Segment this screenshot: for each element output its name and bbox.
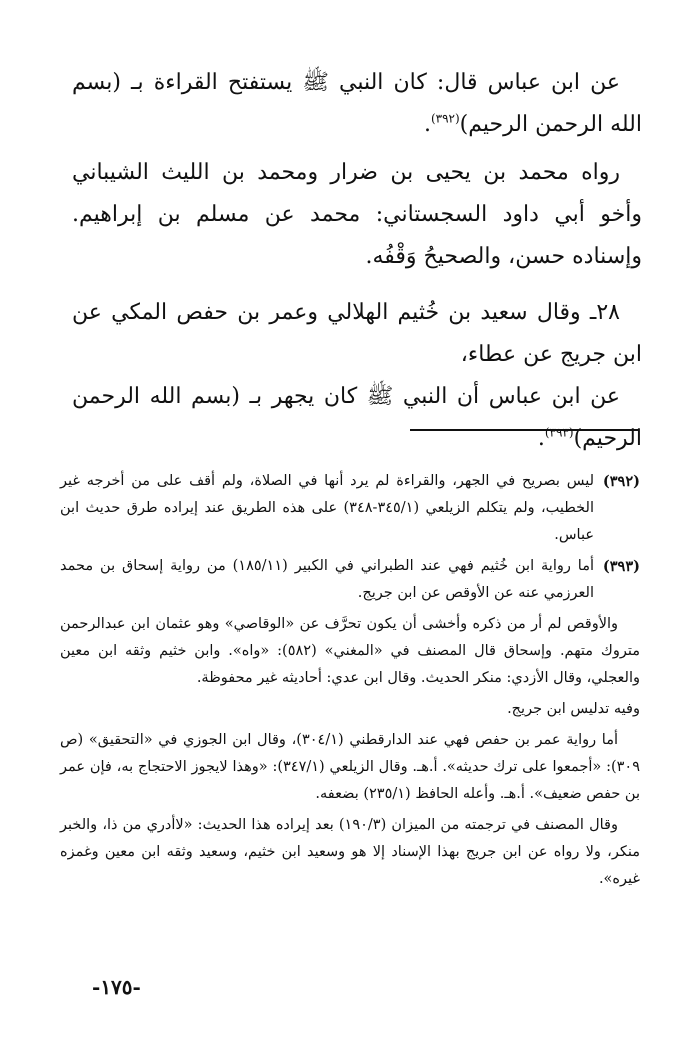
main-paragraph-3: ٢٨ـ وقال سعيد بن خُثيم الهلالي وعمر بن حفص المكي عن ابن جريج عن عطاء، [72,300,642,367]
main-paragraph-4-end: . [537,426,545,451]
footnote-393-paragraph-5: وقال المصنف في ترجمته من الميزان (١٩٠/٣) بعد إيراده هذا الحديث: «لاأدري من ذا، والخبر منكر، ولا رواه عن ابن جريج بهذا الإسناد إلا هو وسعيد ابن خثيم، وسعيد وثقه ابن معين وغمزه غيره». [60,817,640,887]
footnote-393 [60,553,640,607]
main-paragraph-1-text: عن ابن عباس قال: كان النبي ﷺ يستفتح القراءة بـ (بسم الله الرحمن الرحيم) [72,70,642,137]
footnote-392-number: (٣٩٢) [602,473,640,490]
footnote-ref-393[interactable]: (٣٩٣) [544,425,574,440]
footnote-393-text: أما رواية ابن خُثيم فهي عند الطبراني في الكبير (١٨٥/١١) من رواية إسحاق بن محمد العرزمي عنه عن الأوقص عن ابن جريج. [60,558,594,601]
footnote-393-paragraph-4: أما رواية عمر بن حفص فهي عند الدارقطني (٣٠٤/١)، وقال ابن الجوزي في «التحقيق» (ص ٣٠٩): «أجمعوا على ترك حديثه». أ.هـ. وقال الزيلعي (٣٤٧/١): «وهذا لايجوز الاحتجاج به، فإن عمر بن حفص ضعيف». أ.هـ. وأعله الحافظ (٢٣٥/١) بضعفه. [60,732,640,802]
main-text [72,62,642,460]
main-paragraph-2: رواه محمد بن يحيى بن ضرار ومحمد بن الليث الشيباني وأخو أبي داود السجستاني: محمد عن مسلم بن إبراهيم. وإسناده حسن، والصحيحُ وَقْفُه. [72,160,642,269]
footnote-393-number: (٣٩٣) [602,558,640,575]
footnote-392-text: ليس بصريح في الجهر، والقراءة لم يرد أنها في الصلاة، ولم أقف على من أخرجه غير الخطيب، ولم يتكلم الزيلعي (٣٤٥/١-٣٤٨) على هذه الطريق عند إيراده طرق حديث ابن عباس. [60,473,594,543]
main-paragraph-1 [72,62,642,146]
main-paragraph-4 [72,376,642,460]
main-paragraph-4-text: عن ابن عباس أن النبي ﷺ كان يجهر بـ (بسم الله الرحمن الرحيم) [72,384,642,451]
footnotes [60,468,640,893]
footnote-393-paragraph-3: وفيه تدليس ابن جريج. [507,701,640,717]
page-number: -١٧٥- [92,975,141,999]
main-paragraph-1-end: . [423,112,431,137]
footnote-392 [60,468,640,549]
footnote-separator [410,429,638,431]
footnote-393-paragraph-2: والأوقص لم أر من ذكره وأخشى أن يكون تحرَّف عن «الوقاصي» وهو عثمان ابن عبدالرحمن متروك متهم. وإسحاق قال المصنف في «المغني» (٥٨٢): «واه». وابن خثيم وثقه ابن معين والعجلي، وقال الأزدي: منكر الحديث. وقال ابن عدي: أحاديثه غير محفوظة. [60,616,641,686]
footnote-ref-392[interactable]: (٣٩٢) [430,111,460,126]
